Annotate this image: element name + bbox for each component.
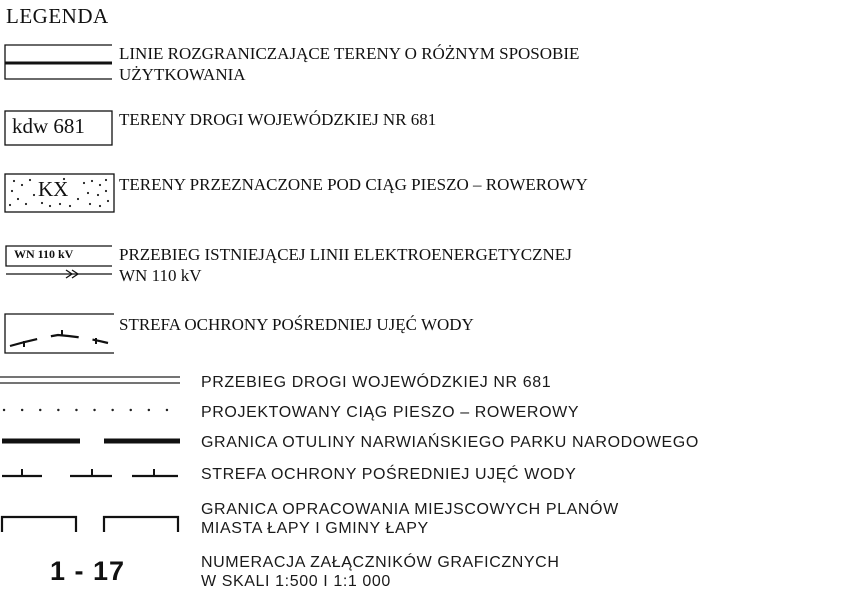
legend-text-line: MIASTA ŁAPY I GMINY ŁAPY bbox=[201, 520, 429, 537]
legend-item-pedestrian-bicycle-area-label bbox=[119, 174, 588, 195]
water-zone-dash-tick-symbol bbox=[0, 465, 182, 481]
legend-item-road-area-label bbox=[119, 109, 436, 130]
attachment-numbering-symbol: 1 - 17 bbox=[50, 556, 126, 586]
road-area-symbol-text: kdw 681 bbox=[12, 114, 85, 138]
legend-text-line: WN 110 kV bbox=[119, 266, 202, 285]
legend-text-line: PRZEBIEG ISTNIEJĄCEJ LINII ELEKTROENERGETYCZNEJ bbox=[119, 245, 572, 264]
legend-item-regional-road-label bbox=[201, 373, 551, 392]
legend-item-planned-path-label bbox=[201, 403, 579, 422]
national-park-buffer-line-symbol bbox=[0, 434, 182, 448]
power-line-symbol-text: WN 110 kV bbox=[14, 247, 74, 261]
legend-text-line: STREFA OCHRONY POŚREDNIEJ UJĘĆ WODY bbox=[119, 315, 474, 334]
legend-title: LEGENDA bbox=[6, 4, 109, 28]
legend-text-line: PROJEKTOWANY CIĄG PIESZO – ROWEROWY bbox=[201, 404, 580, 421]
regional-road-double-line-symbol bbox=[0, 372, 182, 388]
legend-item-national-park-buffer-label bbox=[201, 433, 699, 452]
legend-item-plan-boundary-label bbox=[201, 500, 619, 538]
legend-text-line: PRZEBIEG DROGI WOJEWÓDZKIEJ NR 681 bbox=[201, 374, 552, 391]
legend-text-line: LINIE ROZGRANICZAJĄCE TERENY O RÓŻNYM SPOSOBIE bbox=[119, 44, 580, 63]
pedestrian-bicycle-area-symbol-text: KX bbox=[38, 177, 69, 201]
legend-text-line: W SKALI 1:500 I 1:1 000 bbox=[201, 573, 391, 590]
water-protection-zone-symbol bbox=[4, 313, 116, 355]
legend-item-water-zone-label bbox=[119, 314, 474, 335]
legend-item-power-line-label bbox=[119, 244, 572, 286]
plan-boundary-bracket-symbol bbox=[0, 512, 182, 534]
legend-text-line: GRANICA OPRACOWANIA MIEJSCOWYCH PLANÓW bbox=[201, 501, 619, 518]
planned-path-dotted-line-symbol bbox=[0, 404, 182, 416]
legend-item-water-zone-line-label bbox=[201, 465, 576, 484]
legend-text-line: TERENY DROGI WOJEWÓDZKIEJ NR 681 bbox=[119, 110, 437, 129]
legend-text-line: NUMERACJA ZAŁĄCZNIKÓW GRAFICZNYCH bbox=[201, 554, 560, 571]
boundary-line-symbol bbox=[4, 44, 114, 80]
legend-text-line: UŻYTKOWANIA bbox=[119, 65, 246, 84]
legend-item-attachment-numbering-label bbox=[201, 553, 560, 591]
legend-text-line: GRANICA OTULINY NARWIAŃSKIEGO PARKU NARODOWEGO bbox=[201, 434, 699, 451]
legend-item-boundary-line-label bbox=[119, 43, 579, 85]
legend-text-line: STREFA OCHRONY POŚREDNIEJ UJĘĆ WODY bbox=[201, 466, 577, 483]
legend-text-line: TERENY PRZEZNACZONE POD CIĄG PIESZO – ROWEROWY bbox=[119, 175, 588, 194]
